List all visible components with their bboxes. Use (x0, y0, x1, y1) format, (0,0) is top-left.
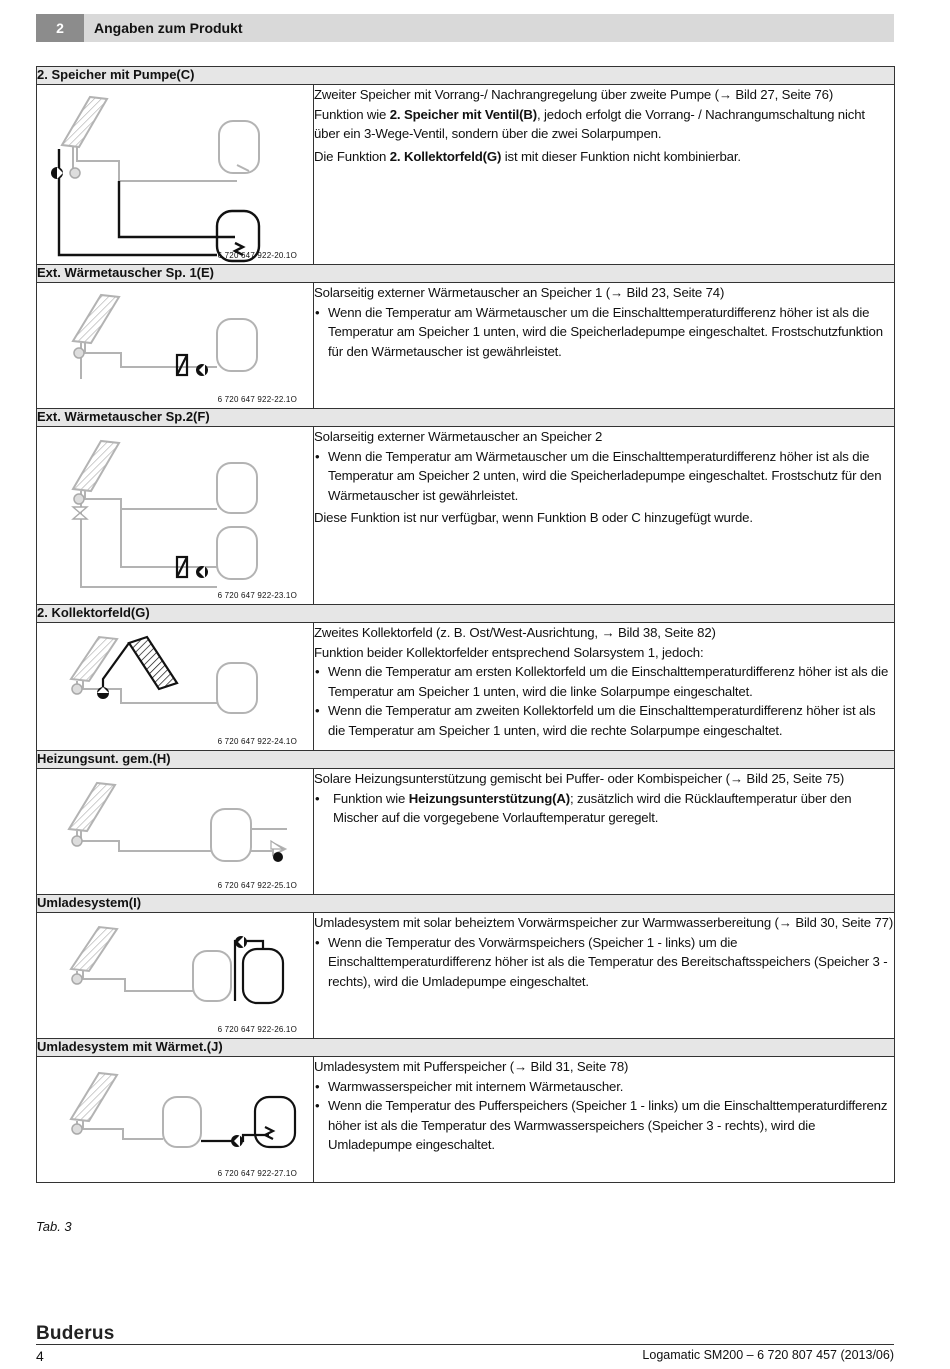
paragraph: Zweites Kollektorfeld (z. B. Ost/West-Ausrichtung, → Bild 38, Seite 82) (314, 625, 716, 640)
brand-logo: Buderus (36, 1323, 115, 1344)
bullet-item: • Wenn die Temperatur am ersten Kollektorfeld um die Einschalttemperaturdifferenz höher ist als die Temperatur am Speicher 1 unten, wird die linke Solarpumpe eingeschaltet. (314, 662, 894, 701)
description-j (314, 1057, 895, 1183)
figure-code: 6 720 647 922-27.1O (217, 1169, 297, 1178)
paragraph: Funktion beider Kollektorfelder entsprechend Solarsystem 1, jedoch: (314, 644, 704, 660)
section-heading-g: 2. Kollektorfeld(G) (37, 605, 895, 623)
diagram-f (37, 427, 314, 605)
paragraph: Umladesystem mit Pufferspeicher (→ Bild 31, Seite 78) (314, 1059, 629, 1074)
bullet-item: • Funktion wie Heizungsunterstützung(A); zusätzlich wird die Rücklauftemperatur über den Mischer auf die vorgegebene Vorlauftemperatur geregelt. (314, 789, 894, 828)
paragraph: Solarseitig externer Wärmetauscher an Speicher 1 (→ Bild 23, Seite 74) (314, 285, 725, 300)
section-heading-c: 2. Speicher mit Pumpe(C) (37, 67, 895, 85)
table-caption: Tab. 3 (36, 1219, 72, 1234)
paragraph: Funktion wie 2. Speicher mit Ventil(B), jedoch erfolgt die Vorrang- / Nachrangumschaltung nicht über ein 3-Wege-Ventil, sondern über die zwei Solarpumpen. (314, 106, 865, 141)
paragraph: Zweiter Speicher mit Vorrang-/ Nachrangregelung über zweite Pumpe (→ Bild 27, Seite 76) (314, 87, 834, 102)
description-c (314, 85, 895, 265)
bullet-item: • Wenn die Temperatur des Vorwärmspeichers (Speicher 1 - links) um die Einschalttemperaturdifferenz höher ist als die Temperatur des Bereitschaftsspeichers (Speicher 3 - rechts), wird die Umladepumpe eingeschaltet. (314, 933, 894, 992)
figure-code: 6 720 647 922-23.1O (217, 591, 297, 600)
paragraph: Die Funktion 2. Kollektorfeld(G) ist mit dieser Funktion nicht kombinierbar. (314, 148, 741, 164)
page-number: 4 (36, 1348, 44, 1364)
document-id: Logamatic SM200 – 6 720 807 457 (2013/06) (642, 1348, 894, 1362)
section-heading-h: Heizungsunt. gem.(H) (37, 751, 895, 769)
figure-code: 6 720 647 922-22.1O (217, 395, 297, 404)
paragraph: Solare Heizungsunterstützung gemischt bei Puffer- oder Kombispeicher (→ Bild 25, Seite 75) (314, 771, 845, 786)
diagram-h (37, 769, 314, 895)
figure-code: 6 720 647 922-25.1O (217, 881, 297, 890)
description-g (314, 623, 895, 751)
description-f (314, 427, 895, 605)
chapter-header (36, 14, 894, 42)
paragraph: Solarseitig externer Wärmetauscher an Speicher 2 (314, 429, 603, 444)
diagram-e (37, 283, 314, 409)
chapter-title: Angaben zum Produkt (94, 20, 243, 36)
section-heading-e: Ext. Wärmetauscher Sp. 1(E) (37, 265, 895, 283)
diagram-g (37, 623, 314, 751)
footer-rule (36, 1344, 894, 1345)
bullet-item: • Wenn die Temperatur am zweiten Kollektorfeld um die Einschalttemperaturdifferenz höher ist als die Temperatur am Speicher 1 unten, wird die rechte Solarpumpe eingeschaltet. (314, 701, 894, 740)
diagram-i (37, 913, 314, 1039)
figure-code: 6 720 647 922-24.1O (217, 737, 297, 746)
bullet-item: • Wenn die Temperatur am Wärmetauscher um die Einschalttemperaturdifferenz höher ist als die Temperatur am Speicher 2 unten, wird die Speicherladepumpe eingeschaltet. Frostschutz für den Wärmetauscher ist gewährleistet. (314, 447, 894, 506)
bullet-item: • Wenn die Temperatur am Wärmetauscher um die Einschalttemperaturdifferenz höher ist als die Temperatur am Speicher 1 unten, wird die Speicherladepumpe eingeschaltet. Frostschutzfunktion für den Wärmetauscher ist gewährleistet. (314, 303, 894, 362)
diagram-j (37, 1057, 314, 1183)
description-e (314, 283, 895, 409)
function-table (36, 66, 895, 1183)
diagram-c (37, 85, 314, 265)
section-heading-i: Umladesystem(I) (37, 895, 895, 913)
paragraph: Umladesystem mit solar beheiztem Vorwärmspeicher zur Warmwasserbereitung (→ Bild 30, Seite 77) (314, 915, 894, 930)
bullet-item: • Warmwasserspeicher mit internem Wärmetauscher. (314, 1077, 894, 1097)
section-heading-f: Ext. Wärmetauscher Sp.2(F) (37, 409, 895, 427)
description-h (314, 769, 895, 895)
bullet-item: • Wenn die Temperatur des Pufferspeichers (Speicher 1 - links) um die Einschalttemperaturdifferenz höher ist als die Temperatur des Warmwasserspeichers (Speicher 3 - rechts), wird die Umladepumpe eingeschaltet. (314, 1096, 894, 1155)
description-i (314, 913, 895, 1039)
paragraph: Diese Funktion ist nur verfügbar, wenn Funktion B oder C hinzugefügt wurde. (314, 510, 753, 525)
figure-code: 6 720 647 922-26.1O (217, 1025, 297, 1034)
figure-code: 6 720 647 922-20.1O (217, 251, 297, 260)
chapter-number: 2 (36, 14, 84, 42)
section-heading-j: Umladesystem mit Wärmet.(J) (37, 1039, 895, 1057)
